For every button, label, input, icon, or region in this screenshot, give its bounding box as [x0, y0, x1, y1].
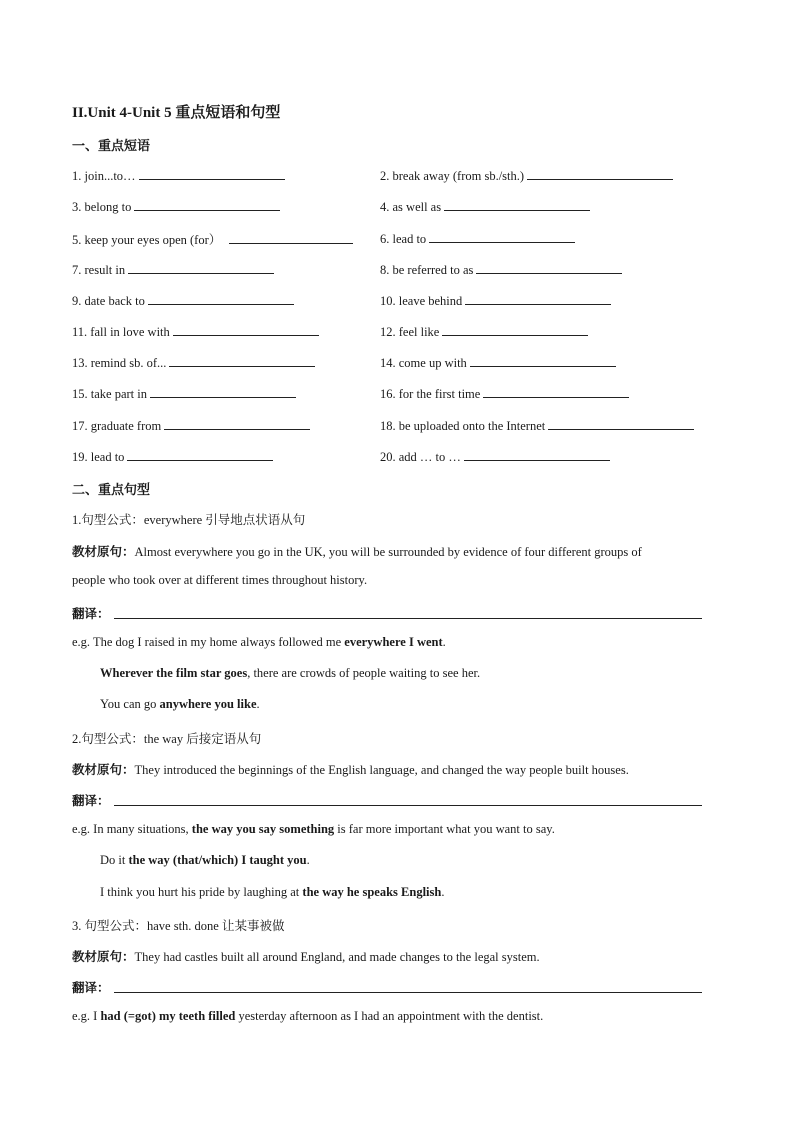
answer-blank[interactable]	[229, 231, 353, 244]
answer-blank[interactable]	[139, 167, 285, 180]
phrase-item	[72, 230, 353, 248]
answer-blank[interactable]	[527, 167, 673, 180]
translation-blank[interactable]	[114, 617, 702, 619]
source-label: 教材原句：	[72, 950, 135, 964]
phrase-item	[72, 292, 294, 309]
example-sentence: You can go anywhere you like.	[100, 697, 260, 711]
phrase-text: 11. fall in love with	[72, 325, 170, 339]
phrase-text: 12. feel like	[380, 325, 440, 339]
translation-blank[interactable]	[114, 804, 702, 806]
source-text: They had castles built all around England, and made changes to the legal system.	[134, 950, 540, 964]
example-sentence: Do it the way (that/which) I taught you.	[100, 853, 310, 867]
pattern-heading: 1.句型公式：everywhere 引导地点状语从句	[72, 513, 306, 527]
source-sentence	[72, 542, 642, 560]
answer-blank[interactable]	[442, 323, 588, 336]
example-sentence: e.g. I had (=got) my teeth filled yesterday afternoon as I had an appointment with the dentist.	[72, 1009, 544, 1023]
source-text: They introduced the beginnings of the English language, and changed the way people built houses.	[134, 763, 629, 777]
example-sentence: Wherever the film star goes, there are crowds of people waiting to see her.	[100, 666, 481, 680]
source-sentence-cont: people who took over at different times throughout history.	[72, 573, 368, 587]
answer-blank[interactable]	[169, 354, 315, 367]
answer-blank[interactable]	[150, 385, 296, 398]
phrase-item	[72, 261, 274, 278]
example-sentence: e.g. The dog I raised in my home always followed me everywhere I went.	[72, 635, 446, 649]
phrase-text: 1. join...to…	[72, 169, 136, 183]
phrase-item	[380, 198, 590, 215]
translation-label: 翻译：	[72, 607, 110, 621]
page-title: II.Unit 4-Unit 5 重点短语和句型	[72, 105, 281, 121]
phrase-item	[72, 167, 285, 184]
phrase-text: 3. belong to	[72, 200, 132, 214]
phrase-text: 6. lead to	[380, 232, 427, 246]
phrase-item	[380, 292, 611, 309]
phrase-text: 18. be uploaded onto the Internet	[380, 419, 546, 433]
answer-blank[interactable]	[483, 385, 629, 398]
phrase-item	[380, 261, 622, 278]
phrase-item	[72, 417, 310, 434]
phrase-item	[380, 230, 575, 247]
phrase-text: 2. break away (from sb./sth.)	[380, 169, 525, 183]
phrase-text: 4. as well as	[380, 200, 442, 214]
phrase-text: 16. for the first time	[380, 387, 481, 401]
phrase-item	[380, 167, 673, 184]
phrase-text: 19. lead to	[72, 450, 125, 464]
section-heading-phrases: 一、重点短语	[72, 138, 151, 153]
phrase-item	[72, 385, 296, 402]
translation-label: 翻译：	[72, 981, 110, 995]
source-label: 教材原句：	[72, 545, 135, 559]
phrase-item	[380, 354, 616, 371]
phrase-text: 14. come up with	[380, 356, 467, 370]
answer-blank[interactable]	[148, 292, 294, 305]
answer-blank[interactable]	[134, 198, 280, 211]
phrase-text: 20. add … to …	[380, 450, 461, 464]
phrase-text: 9. date back to	[72, 294, 145, 308]
answer-blank[interactable]	[429, 230, 575, 243]
translation-label: 翻译：	[72, 794, 110, 808]
phrase-text: 5. keep your eyes open (for）	[72, 233, 222, 247]
phrase-text: 15. take part in	[72, 387, 147, 401]
answer-blank[interactable]	[465, 292, 611, 305]
phrase-item	[72, 198, 280, 215]
phrase-item	[72, 323, 319, 340]
source-sentence	[72, 947, 540, 965]
pattern-heading: 3. 句型公式：have sth. done 让某事被做	[72, 919, 285, 933]
source-sentence	[72, 760, 629, 778]
answer-blank[interactable]	[476, 261, 622, 274]
example-sentence: I think you hurt his pride by laughing at the way he speaks English.	[100, 885, 445, 899]
phrase-text: 13. remind sb. of...	[72, 356, 167, 370]
phrase-item	[72, 448, 273, 465]
answer-blank[interactable]	[164, 417, 310, 430]
answer-blank[interactable]	[127, 448, 273, 461]
phrase-text: 17. graduate from	[72, 419, 162, 433]
answer-blank[interactable]	[173, 323, 319, 336]
phrase-item	[72, 354, 315, 371]
translation-blank[interactable]	[114, 991, 702, 993]
answer-blank[interactable]	[128, 261, 274, 274]
section-heading-sentences: 二、重点句型	[72, 482, 151, 497]
phrase-item	[380, 417, 694, 434]
phrase-item	[380, 323, 588, 340]
phrase-text: 7. result in	[72, 263, 126, 277]
phrase-item	[380, 385, 629, 402]
example-sentence: e.g. In many situations, the way you say something is far more important what you want to say.	[72, 822, 555, 836]
answer-blank[interactable]	[464, 448, 610, 461]
source-label: 教材原句：	[72, 763, 135, 777]
answer-blank[interactable]	[470, 354, 616, 367]
phrase-item	[380, 448, 610, 465]
phrase-text: 10. leave behind	[380, 294, 463, 308]
source-text: Almost everywhere you go in the UK, you will be surrounded by evidence of four different groups of	[134, 545, 642, 559]
phrase-text: 8. be referred to as	[380, 263, 474, 277]
answer-blank[interactable]	[444, 198, 590, 211]
pattern-heading: 2.句型公式：the way 后接定语从句	[72, 732, 262, 746]
answer-blank[interactable]	[548, 417, 694, 430]
